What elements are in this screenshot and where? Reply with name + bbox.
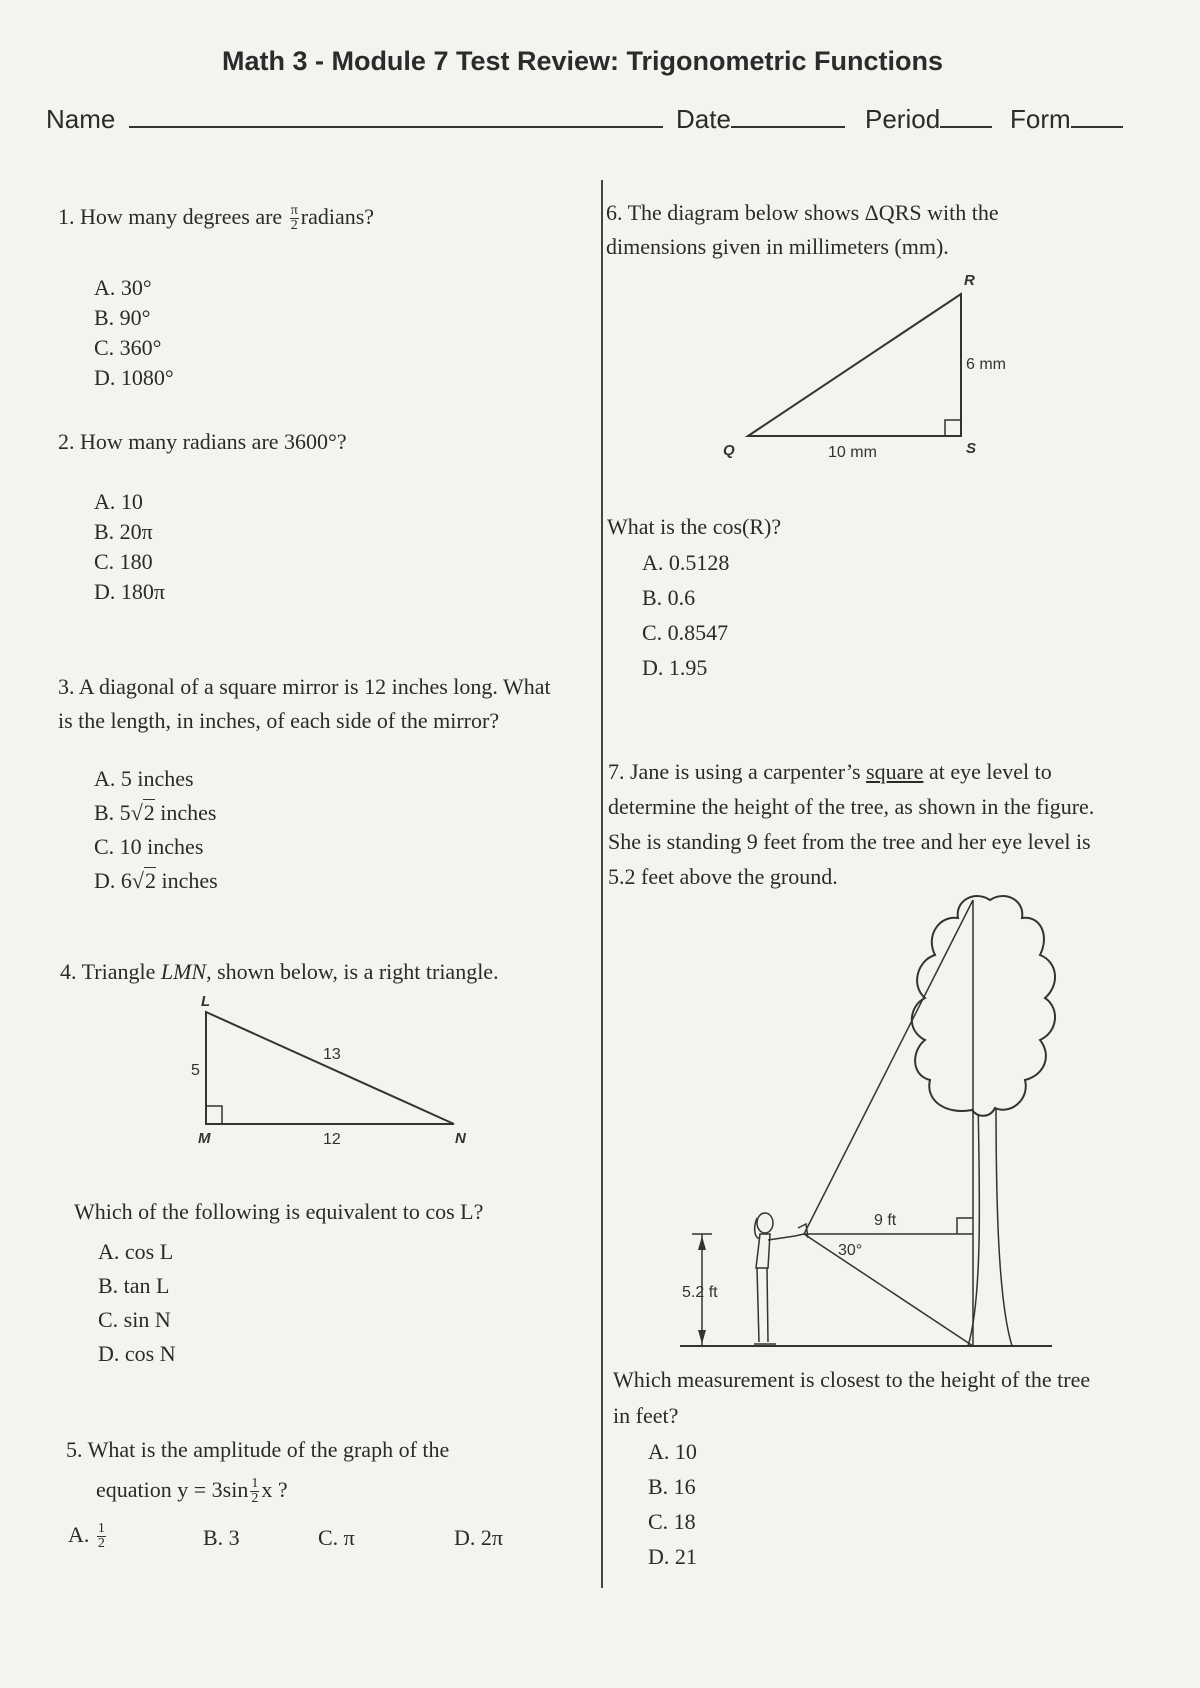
q4-question: Which of the following is equivalent to cos L? [74,1199,484,1224]
date-label: Date [676,104,731,134]
right-angle-mark-tree [957,1218,973,1234]
q1-option-a[interactable]: A. 30° [94,275,152,300]
q4-option-d[interactable]: D. cos N [98,1341,176,1366]
vertex-r: R [964,272,975,289]
q7-option-a[interactable]: A. 10 [648,1439,697,1464]
q6-option-a[interactable]: A. 0.5128 [642,550,730,575]
q5-option-a[interactable]: A. $\frac{1}{2}$ [68,1521,105,1552]
distance-label: 9 ft [874,1212,897,1229]
q3-option-c[interactable]: C. 10 inches [94,834,204,859]
q3-option-b[interactable]: B. 5√2 inches [94,800,217,825]
vertex-m: M [198,1130,211,1147]
vertex-q: Q [723,442,735,459]
name-label: Name [46,104,116,134]
q1-option-c[interactable]: C. 360° [94,335,162,360]
side-mn-label: 12 [323,1131,341,1148]
side-rs-label: 6 mm [966,356,1006,373]
angle-label: 30° [838,1242,863,1259]
form-label: Form [1010,104,1071,134]
side-qs-label: 10 mm [828,444,877,461]
q7-question [613,1362,1090,1434]
vertex-l: L [201,993,211,1010]
q3-option-a[interactable]: A. 5 inches [94,766,194,791]
q5-line-2: equation y = 3sin $\frac{1}{2}$ x ? [96,1476,288,1507]
q2-option-b[interactable]: B. 20π [94,519,153,544]
q5-option-b[interactable]: B. 3 [203,1525,240,1550]
q5-line-1: 5. What is the amplitude of the graph of the [66,1437,450,1462]
q6-line-2: dimensions given in millimeters (mm). [606,234,949,259]
q2-option-d[interactable]: D. 180π [94,579,165,604]
q7-question-line-2: in feet? [613,1403,679,1428]
question-4: 4. Triangle LMN, shown below, is a right triangle. [60,959,499,984]
q6-line-1: 6. The diagram below shows ΔQRS with the [606,200,999,225]
tree-trunk [968,1100,1012,1346]
q5-option-c[interactable]: C. π [318,1525,355,1550]
q7-option-d[interactable]: D. 21 [648,1544,697,1569]
q7-option-b[interactable]: B. 16 [648,1474,696,1499]
q1-text: 1. How many degrees are [58,204,283,229]
q1-fraction: $\frac{\pi}{2}$ [290,203,298,234]
height-label: 5.2 ft [682,1284,718,1301]
q4-option-a[interactable]: A. cos L [98,1239,174,1264]
side-ln-label: 13 [323,1046,341,1063]
vertex-s: S [966,440,977,457]
vertex-n: N [455,1130,466,1147]
q1-option-d[interactable]: D. 1080° [94,365,174,390]
q7-line-1: 7. Jane is using a carpenter’s square at eye level to [608,759,1052,784]
q6-question: What is the cos(R)? [607,514,782,539]
q4-option-c[interactable]: C. sin N [98,1307,171,1332]
q7-option-c[interactable]: C. 18 [648,1509,696,1534]
q7-options [648,1434,697,1574]
q1-suffix: radians? [300,204,375,229]
q7-line-3: She is standing 9 feet from the tree and her eye level is [608,829,1091,854]
q6-option-c[interactable]: C. 0.8547 [642,620,729,645]
q3-line-2: is the length, in inches, of each side of the mirror? [58,708,500,733]
person-figure [754,1213,808,1344]
worksheet-title: Math 3 - Module 7 Test Review: Trigonometric Functions [221,46,944,76]
q6-option-d[interactable]: D. 1.95 [642,655,708,680]
side-lm-label: 5 [191,1062,200,1079]
q2-option-a[interactable]: A. 10 [94,489,143,514]
q2-option-c[interactable]: C. 180 [94,549,153,574]
period-label: Period [865,104,941,134]
q6-option-b[interactable]: B. 0.6 [642,585,696,610]
q5-fraction: $\frac{1}{2}$ [251,1476,259,1507]
tree-canopy [912,896,1055,1116]
q3-option-d[interactable]: D. 6√2 inches [94,868,218,893]
q1-option-b[interactable]: B. 90° [94,305,151,330]
q7-line-2: determine the height of the tree, as shown in the figure. [608,794,1095,819]
q4-option-b[interactable]: B. tan L [98,1273,170,1298]
q5-option-d[interactable]: D. 2π [454,1525,503,1550]
question-2: 2. How many radians are 3600°? [58,429,347,454]
q3-line-1: 3. A diagonal of a square mirror is 12 inches long. What [58,674,551,699]
line-of-sight-base [804,1234,973,1346]
q7-question-line-1: Which measurement is closest to the height of the tree [613,1367,1091,1392]
q7-line-4: 5.2 feet above the ground. [608,864,838,889]
